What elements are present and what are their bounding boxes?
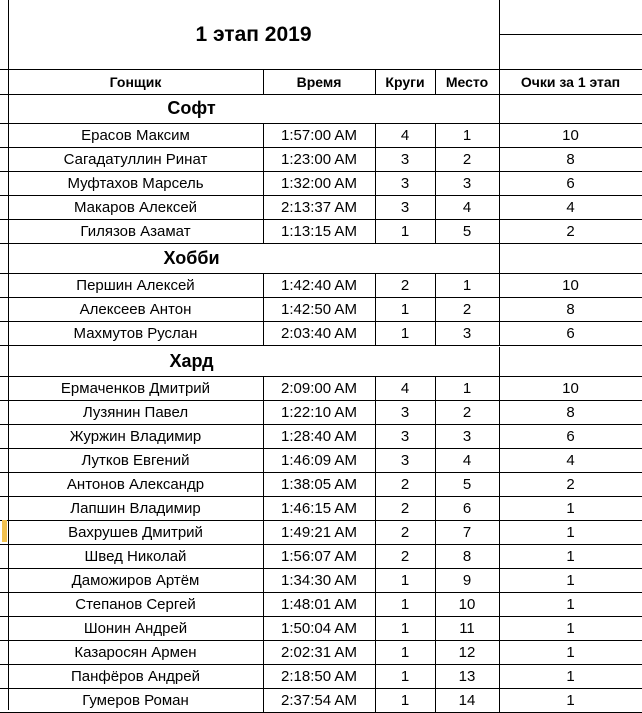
table-cell-time[interactable]: 1:34:30 AM (281, 571, 357, 589)
table-cell-place[interactable]: 1 (462, 379, 472, 397)
table-cell-racer[interactable]: Журжин Владимир (69, 427, 202, 445)
table-cell-time[interactable]: 1:57:00 AM (281, 126, 357, 144)
table-cell-points[interactable]: 1 (566, 571, 575, 589)
table-cell-laps[interactable]: 3 (400, 427, 410, 445)
table-cell-place[interactable]: 12 (458, 643, 476, 661)
column-header[interactable]: Очки за 1 этап (520, 73, 621, 90)
table-cell-racer[interactable]: Лапшин Владимир (70, 499, 201, 517)
table-cell-laps[interactable]: 1 (400, 595, 410, 613)
table-cell-points[interactable]: 1 (566, 595, 575, 613)
table-cell-time[interactable]: 2:03:40 AM (281, 324, 357, 342)
table-cell-laps[interactable]: 1 (400, 324, 410, 342)
group-heading[interactable]: Хард (169, 351, 214, 371)
table-cell-time[interactable]: 1:42:40 AM (281, 276, 357, 294)
table-cell-place[interactable]: 5 (462, 475, 472, 493)
table-cell-place[interactable]: 14 (458, 691, 476, 709)
table-cell-points[interactable]: 10 (562, 379, 579, 397)
table-cell-laps[interactable]: 1 (400, 300, 410, 318)
table-cell-points[interactable]: 6 (566, 174, 575, 192)
table-cell-laps[interactable]: 2 (400, 523, 410, 541)
table-cell-place[interactable]: 3 (462, 427, 472, 445)
table-cell-racer[interactable]: Гумеров Роман (82, 691, 189, 709)
table-cell-racer[interactable]: Муфтахов Марсель (67, 174, 204, 192)
group-heading[interactable]: Софт (167, 98, 216, 118)
table-cell-racer[interactable]: Ерасов Максим (81, 126, 190, 144)
table-cell-points[interactable]: 1 (566, 667, 575, 685)
grid-line (375, 123, 376, 243)
table-cell-laps[interactable]: 1 (400, 691, 410, 709)
table-cell-laps[interactable]: 1 (400, 222, 410, 240)
table-cell-points[interactable]: 1 (566, 547, 575, 565)
grid-line (499, 347, 500, 376)
column-header[interactable]: Место (445, 73, 489, 90)
table-cell-points[interactable]: 1 (566, 523, 575, 541)
table-cell-place[interactable]: 4 (462, 451, 472, 469)
table-cell-time[interactable]: 1:46:09 AM (281, 451, 357, 469)
table-cell-laps[interactable]: 1 (400, 643, 410, 661)
grid-line (499, 123, 500, 243)
table-cell-laps[interactable]: 3 (400, 403, 410, 421)
grid-line (499, 273, 500, 345)
table-cell-time[interactable]: 2:13:37 AM (281, 198, 357, 216)
table-cell-time[interactable]: 1:38:05 AM (281, 475, 357, 493)
table-cell-place[interactable]: 2 (462, 150, 472, 168)
table-cell-time[interactable]: 1:23:00 AM (281, 150, 357, 168)
row-marker (2, 520, 7, 542)
table-cell-racer[interactable]: Вахрушев Дмитрий (68, 523, 203, 541)
table-cell-racer[interactable]: Даможиров Артём (71, 571, 200, 589)
grid-line (435, 376, 436, 712)
table-cell-time[interactable]: 2:37:54 AM (281, 691, 357, 709)
grid-line (0, 345, 642, 346)
table-cell-points[interactable]: 1 (566, 643, 575, 661)
table-cell-racer[interactable]: Лутков Евгений (81, 451, 190, 469)
table-cell-laps[interactable]: 3 (400, 150, 410, 168)
sheet-title[interactable]: 1 этап 2019 (195, 22, 312, 46)
table-cell-place[interactable]: 6 (462, 499, 472, 517)
column-header[interactable]: Гонщик (109, 73, 162, 90)
table-cell-place[interactable]: 13 (458, 667, 476, 685)
table-cell-time[interactable]: 1:46:15 AM (281, 499, 357, 517)
table-cell-racer[interactable]: Степанов Сергей (75, 595, 196, 613)
table-cell-place[interactable]: 4 (462, 198, 472, 216)
table-cell-laps[interactable]: 2 (400, 499, 410, 517)
table-cell-racer[interactable]: Першин Алексей (76, 276, 195, 294)
table-cell-laps[interactable]: 2 (400, 475, 410, 493)
table-cell-time[interactable]: 1:28:40 AM (281, 427, 357, 445)
table-cell-time[interactable]: 2:09:00 AM (281, 379, 357, 397)
table-cell-racer[interactable]: Казаросян Армен (74, 643, 197, 661)
grid-line (263, 123, 264, 243)
table-cell-points[interactable]: 8 (566, 403, 575, 421)
column-header[interactable]: Время (296, 73, 342, 90)
grid-line (435, 69, 436, 94)
grid-line (499, 376, 500, 712)
grid-line (8, 0, 9, 710)
table-cell-laps[interactable]: 2 (400, 276, 410, 294)
grid-line (375, 69, 376, 94)
table-cell-place[interactable]: 8 (462, 547, 472, 565)
table-cell-laps[interactable]: 3 (400, 198, 410, 216)
table-cell-place[interactable]: 1 (462, 126, 472, 144)
table-cell-laps[interactable]: 4 (400, 379, 410, 397)
table-cell-points[interactable]: 2 (566, 222, 575, 240)
table-cell-racer[interactable]: Махмутов Руслан (73, 324, 198, 342)
table-cell-racer[interactable]: Лузянин Павел (82, 403, 189, 421)
group-heading[interactable]: Хобби (163, 248, 220, 268)
grid-line (263, 273, 264, 345)
table-cell-place[interactable]: 3 (462, 174, 472, 192)
table-cell-time[interactable]: 1:13:15 AM (281, 222, 357, 240)
table-cell-place[interactable]: 1 (462, 276, 472, 294)
table-cell-time[interactable]: 1:32:00 AM (281, 174, 357, 192)
table-cell-points[interactable]: 10 (562, 276, 579, 294)
table-cell-time[interactable]: 1:22:10 AM (281, 403, 357, 421)
grid-line (499, 244, 500, 273)
table-cell-racer[interactable]: Панфёров Андрей (70, 667, 201, 685)
table-cell-racer[interactable]: Сагадатуллин Ринат (63, 150, 208, 168)
table-cell-time[interactable]: 1:49:21 AM (281, 523, 357, 541)
table-cell-racer[interactable]: Шонин Андрей (83, 619, 188, 637)
table-cell-points[interactable]: 4 (566, 451, 575, 469)
table-cell-time[interactable]: 1:50:04 AM (281, 619, 357, 637)
grid-line (263, 376, 264, 712)
table-cell-points[interactable]: 2 (566, 475, 575, 493)
table-cell-laps[interactable]: 1 (400, 619, 410, 637)
table-cell-place[interactable]: 5 (462, 222, 472, 240)
table-cell-place[interactable]: 7 (462, 523, 472, 541)
table-cell-racer[interactable]: Гилязов Азамат (80, 222, 191, 240)
table-cell-place[interactable]: 2 (462, 403, 472, 421)
table-cell-points[interactable]: 4 (566, 198, 575, 216)
table-cell-time[interactable]: 2:02:31 AM (281, 643, 357, 661)
table-cell-racer[interactable]: Ермаченков Дмитрий (60, 379, 211, 397)
table-cell-time[interactable]: 1:42:50 AM (281, 300, 357, 318)
grid-line (375, 273, 376, 345)
table-cell-points[interactable]: 8 (566, 150, 575, 168)
table-cell-laps[interactable]: 3 (400, 174, 410, 192)
table-cell-racer[interactable]: Швед Николай (84, 547, 187, 565)
table-cell-laps[interactable]: 1 (400, 571, 410, 589)
table-cell-points[interactable]: 1 (566, 619, 575, 637)
table-cell-place[interactable]: 3 (462, 324, 472, 342)
grid-line (435, 273, 436, 345)
table-cell-laps[interactable]: 3 (400, 451, 410, 469)
grid-line (375, 376, 376, 712)
table-cell-time[interactable]: 2:18:50 AM (281, 667, 357, 685)
table-cell-points[interactable]: 1 (566, 691, 575, 709)
table-cell-laps[interactable]: 4 (400, 126, 410, 144)
table-cell-racer[interactable]: Макаров Алексей (73, 198, 198, 216)
table-cell-place[interactable]: 10 (458, 595, 476, 613)
table-cell-laps[interactable]: 2 (400, 547, 410, 565)
table-cell-laps[interactable]: 1 (400, 667, 410, 685)
table-cell-place[interactable]: 2 (462, 300, 472, 318)
table-cell-time[interactable]: 1:56:07 AM (281, 547, 357, 565)
table-cell-racer[interactable]: Антонов Александр (66, 475, 205, 493)
column-header[interactable]: Круги (385, 73, 425, 90)
table-cell-place[interactable]: 9 (462, 571, 472, 589)
table-cell-racer[interactable]: Алексеев Антон (79, 300, 192, 318)
grid-line (263, 69, 264, 94)
table-cell-time[interactable]: 1:48:01 AM (281, 595, 357, 613)
table-cell-place[interactable]: 11 (459, 619, 475, 637)
table-cell-points[interactable]: 6 (566, 324, 575, 342)
table-cell-points[interactable]: 1 (566, 499, 575, 517)
grid-line (499, 0, 500, 94)
grid-line (499, 34, 642, 35)
table-cell-points[interactable]: 10 (562, 126, 579, 144)
table-cell-points[interactable]: 8 (566, 300, 575, 318)
grid-line (499, 94, 500, 123)
table-cell-points[interactable]: 6 (566, 427, 575, 445)
grid-line (435, 123, 436, 243)
